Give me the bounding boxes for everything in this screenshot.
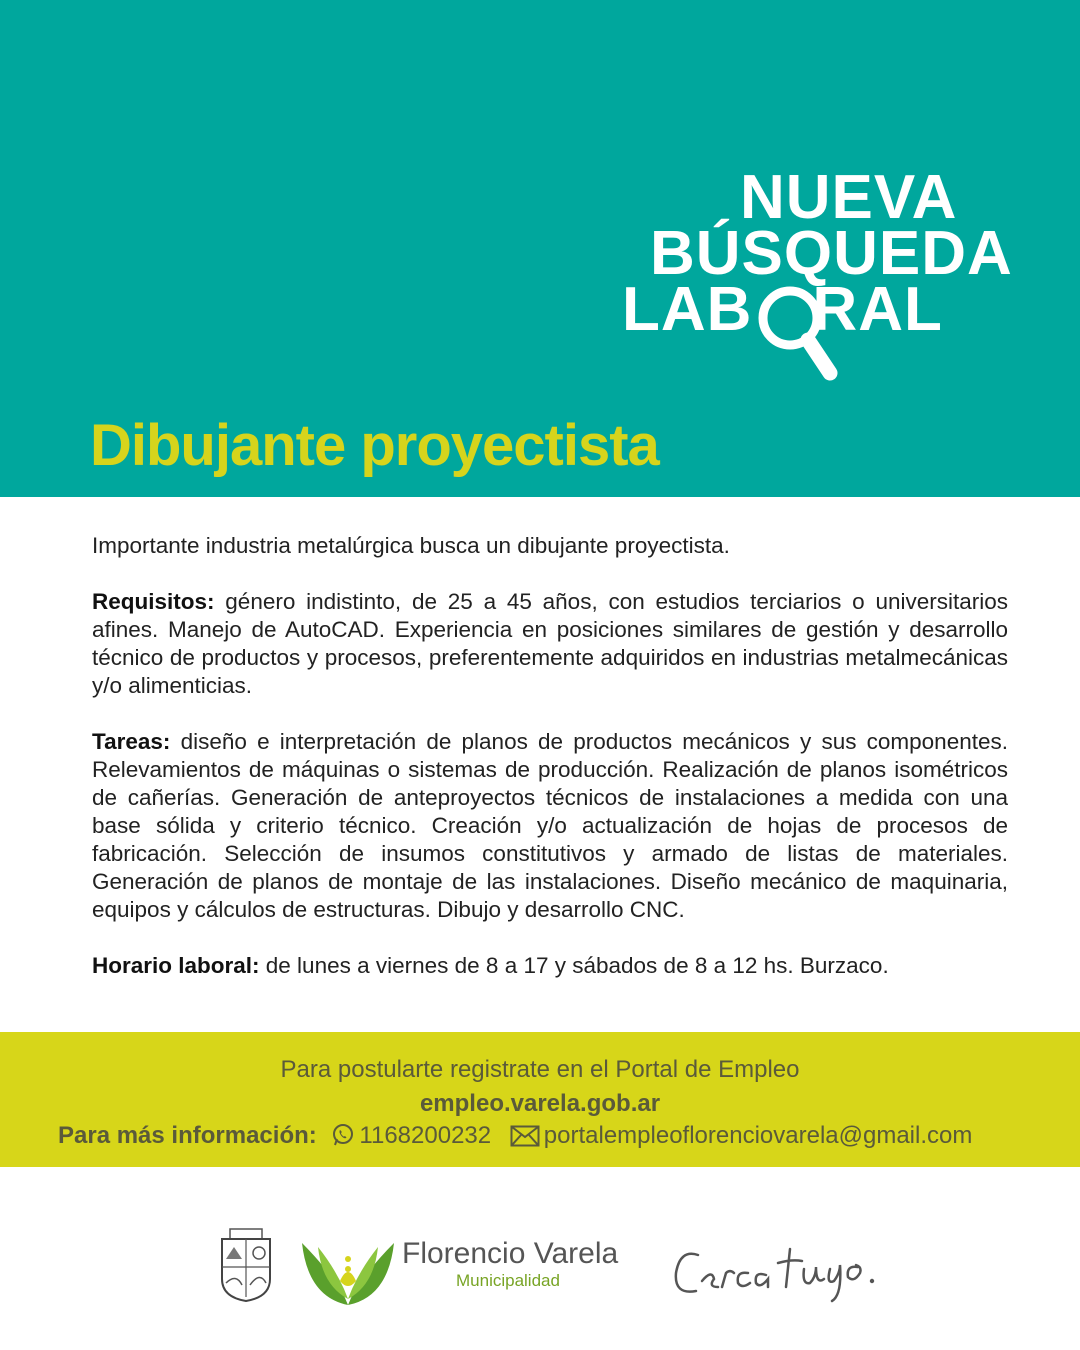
schedule-paragraph: [92, 952, 1008, 980]
contact-label: Para más información:: [58, 1122, 317, 1149]
headline-line-2: BÚSQUEDA: [650, 219, 1013, 288]
tasks-paragraph: [92, 728, 1008, 924]
portal-link[interactable]: empleo.varela.gob.ar: [419, 1090, 661, 1117]
florencio-varela-logo: [298, 1227, 398, 1307]
headline-line-1: NUEVA: [740, 163, 958, 232]
schedule-text: de lunes a viernes de 8 a 17 y sábados de 8 a 12 hs. Burzaco.: [259, 953, 889, 978]
requirements-text: género indistinto, de 25 a 45 años, con estudios terciarios o universitarios afines. Manejo de AutoCAD. Experiencia en posiciones similares de gestión y desarrollo técnico de productos y procesos, preferentemente adquiridos en industrias metalmecánicas y/o alimenticias.: [92, 589, 1008, 698]
brand-subtitle: Municipalidad: [456, 1271, 560, 1290]
job-title: Dibujante proyectista: [90, 413, 659, 478]
contact-band: [0, 1032, 1080, 1167]
requirements-label: Requisitos:: [92, 589, 215, 614]
tasks-text: diseño e interpretación de planos de productos mecánicos y sus componentes. Relevamientos de máquinas o sistemas de producción. Realización de planos isométricos de cañerías. Generación de anteproyectos técnicos de instalaciones a medida con una base sólida y criterio técnico. Creación y/o actualización de hojas de procesos de fabricación. Selección de insumos constitutivos y armado de listas de materiales. Generación de planos de montaje de las instalaciones. Diseño mecánico de maquinaria, equipos y cálculos de estructuras. Dibujo y desarrollo CNC.: [92, 729, 1008, 922]
requirements-paragraph: [92, 588, 1008, 700]
email-address[interactable]: portalempleoflorenciovarela@gmail.com: [543, 1122, 973, 1149]
brand-name: Florencio Varela: [402, 1237, 619, 1270]
headline-line-3-start: LAB: [622, 275, 753, 344]
intro-text: Importante industria metalúrgica busca un dibujante proyectista.: [92, 533, 730, 558]
whatsapp-icon: [331, 1123, 355, 1147]
tasks-label: Tareas:: [92, 729, 171, 754]
contact-info: [58, 1122, 1058, 1156]
job-description: [92, 532, 1008, 1008]
schedule-label: Horario laboral:: [92, 953, 260, 978]
slogan-signature: [668, 1229, 888, 1309]
magnifier-icon: [750, 278, 850, 388]
phone-number[interactable]: 1168200232: [359, 1122, 492, 1149]
municipal-crest: [218, 1227, 274, 1303]
apply-instruction: Para postularte registrate en el Portal de Empleo: [280, 1056, 800, 1083]
mail-icon: [510, 1125, 540, 1147]
headline-line-3-end: RAL: [812, 275, 943, 344]
footer-logos: [0, 1215, 1080, 1315]
